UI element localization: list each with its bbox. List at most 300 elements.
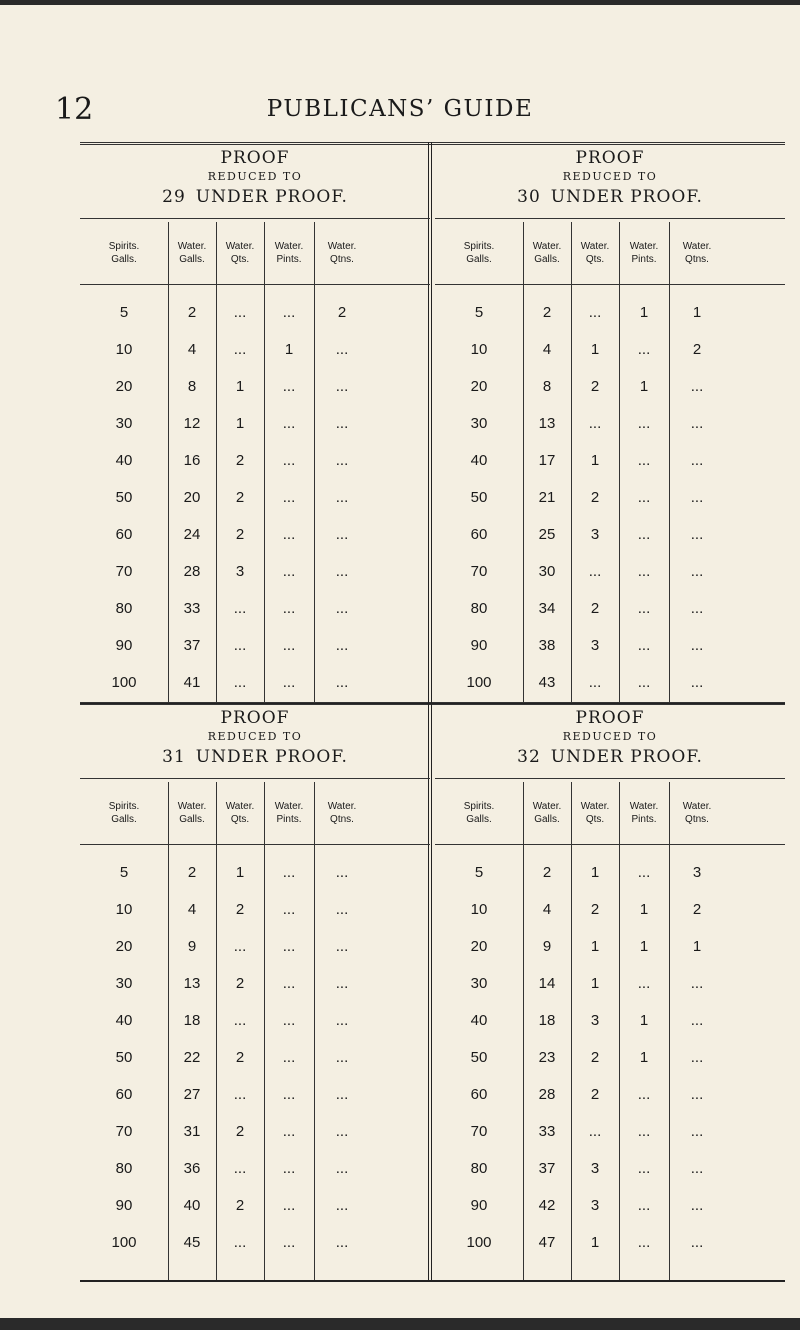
proof-table xyxy=(435,142,785,704)
water-cell: 2 xyxy=(590,901,600,918)
spirits-cell: 40 xyxy=(115,452,133,469)
water-cell: ... xyxy=(690,637,704,654)
water-cell: 2 xyxy=(542,864,552,881)
water-cell: ... xyxy=(690,378,704,395)
table-heading xyxy=(435,708,785,778)
water-cell: 21 xyxy=(538,489,556,506)
water-cell: ... xyxy=(335,1049,349,1066)
water-cell: 17 xyxy=(538,452,556,469)
water-cell: ... xyxy=(588,304,602,321)
spirits-cell: 80 xyxy=(470,600,488,617)
water-cell: ... xyxy=(282,1197,296,1214)
water-cell: ... xyxy=(335,563,349,580)
heading-number: 29 xyxy=(162,187,186,207)
water-cell: ... xyxy=(690,1160,704,1177)
column-header xyxy=(435,782,523,844)
water-cell: 9 xyxy=(542,938,552,955)
water-cell: ... xyxy=(690,489,704,506)
water-cell: 2 xyxy=(590,489,600,506)
water-cell: 1 xyxy=(590,864,600,881)
column-header xyxy=(435,222,523,284)
water-cell: 42 xyxy=(538,1197,556,1214)
water-cell: ... xyxy=(282,1012,296,1029)
heading-proof: PROOF xyxy=(575,708,645,728)
spirits-cell: 60 xyxy=(115,1086,133,1103)
water-cell: ... xyxy=(233,1086,247,1103)
column-header-line1: Water. xyxy=(682,801,712,812)
water-cell: 14 xyxy=(538,975,556,992)
column-header-line2: Galls. xyxy=(534,814,560,825)
water-cell: 8 xyxy=(187,378,197,395)
water-cell: ... xyxy=(588,563,602,580)
water-cell: 22 xyxy=(183,1049,201,1066)
water-cell: ... xyxy=(233,938,247,955)
water-cell: 1 xyxy=(590,341,600,358)
water-cell: ... xyxy=(282,526,296,543)
water-cell: 41 xyxy=(183,674,201,691)
spirits-cell: 5 xyxy=(119,864,129,881)
water-cell: 37 xyxy=(538,1160,556,1177)
column-header-line2: Pints. xyxy=(276,814,302,825)
spirits-cell: 5 xyxy=(474,304,484,321)
water-cell: 2 xyxy=(692,901,702,918)
water-cell: ... xyxy=(335,452,349,469)
water-cell: 3 xyxy=(590,1197,600,1214)
water-cell: ... xyxy=(282,1234,296,1251)
spirits-cell: 70 xyxy=(115,1123,133,1140)
spirits-cell: 90 xyxy=(115,1197,133,1214)
column-header-line1: Spirits. xyxy=(463,241,495,252)
column-header-line1: Water. xyxy=(580,801,610,812)
water-cell: 2 xyxy=(187,304,197,321)
column-header-line2: Galls. xyxy=(111,814,137,825)
water-cell: ... xyxy=(335,938,349,955)
water-cell: ... xyxy=(690,452,704,469)
spirits-cell: 5 xyxy=(119,304,129,321)
water-cell: 25 xyxy=(538,526,556,543)
spirits-cell: 90 xyxy=(115,637,133,654)
table-body xyxy=(80,284,430,704)
spirits-cell: 30 xyxy=(470,975,488,992)
water-cell: ... xyxy=(637,864,651,881)
water-cell: ... xyxy=(335,1086,349,1103)
spirits-cell: 80 xyxy=(470,1160,488,1177)
water-cell: ... xyxy=(335,674,349,691)
water-cell: ... xyxy=(335,378,349,395)
proof-table xyxy=(435,702,785,1282)
water-cell: ... xyxy=(282,1086,296,1103)
column-header-line1: Water. xyxy=(629,241,659,252)
water-cell: ... xyxy=(335,864,349,881)
water-cell: ... xyxy=(282,1123,296,1140)
spirits-cell: 50 xyxy=(470,1049,488,1066)
heading-under-text: UNDER PROOF. xyxy=(550,187,703,207)
water-cell: ... xyxy=(335,1234,349,1251)
spirits-cell: 100 xyxy=(466,674,492,691)
spirits-cell: 100 xyxy=(111,1234,137,1251)
water-cell: 2 xyxy=(337,304,347,321)
water-cell: ... xyxy=(282,304,296,321)
column-header-line2: Qtns. xyxy=(330,814,354,825)
water-cell: 2 xyxy=(235,901,245,918)
water-cell: ... xyxy=(233,1234,247,1251)
water-cell: 2 xyxy=(692,341,702,358)
spirits-cell: 40 xyxy=(470,1012,488,1029)
water-cell: 37 xyxy=(183,637,201,654)
column-header xyxy=(523,782,571,844)
water-cell: 2 xyxy=(590,600,600,617)
water-cell: ... xyxy=(282,600,296,617)
water-cell: ... xyxy=(233,674,247,691)
water-cell: 2 xyxy=(590,1049,600,1066)
spirits-cell: 30 xyxy=(115,415,133,432)
water-cell: 1 xyxy=(590,975,600,992)
water-cell: ... xyxy=(690,1234,704,1251)
water-cell: 9 xyxy=(187,938,197,955)
water-cell: 4 xyxy=(187,341,197,358)
water-cell: 24 xyxy=(183,526,201,543)
water-cell: 1 xyxy=(235,378,245,395)
spirits-cell: 50 xyxy=(470,489,488,506)
water-cell: ... xyxy=(335,1160,349,1177)
water-cell: 13 xyxy=(538,415,556,432)
spirits-cell: 20 xyxy=(470,378,488,395)
column-header xyxy=(314,222,370,284)
water-cell: ... xyxy=(335,901,349,918)
heading-under-text: UNDER PROOF. xyxy=(195,187,348,207)
column-header xyxy=(216,222,264,284)
water-cell: 34 xyxy=(538,600,556,617)
water-cell: ... xyxy=(335,637,349,654)
water-cell: ... xyxy=(282,938,296,955)
heading-rule xyxy=(435,218,785,219)
water-cell: 2 xyxy=(235,452,245,469)
bottom-rule xyxy=(80,1280,785,1282)
water-cell: ... xyxy=(588,1123,602,1140)
water-cell: ... xyxy=(282,1160,296,1177)
heading-number: 32 xyxy=(517,747,541,767)
heading-number: 31 xyxy=(162,747,186,767)
water-cell: 28 xyxy=(183,563,201,580)
water-cell: 2 xyxy=(235,489,245,506)
water-cell: ... xyxy=(690,1086,704,1103)
water-cell: 3 xyxy=(235,563,245,580)
water-cell: 38 xyxy=(538,637,556,654)
water-cell: ... xyxy=(233,637,247,654)
water-cell: ... xyxy=(233,304,247,321)
column-header-line1: Water. xyxy=(177,241,207,252)
spirits-cell: 70 xyxy=(470,1123,488,1140)
water-cell: ... xyxy=(637,674,651,691)
column-headers xyxy=(80,782,430,844)
water-cell: 1 xyxy=(639,938,649,955)
spirits-cell: 90 xyxy=(470,1197,488,1214)
heading-under-text: UNDER PROOF. xyxy=(195,747,348,767)
spirits-cell: 10 xyxy=(470,341,488,358)
column-header xyxy=(571,222,619,284)
spirits-cell: 50 xyxy=(115,489,133,506)
spirits-cell: 5 xyxy=(474,864,484,881)
column-header-line1: Water. xyxy=(225,801,255,812)
column-header-line1: Water. xyxy=(225,241,255,252)
water-cell: 40 xyxy=(183,1197,201,1214)
heading-under xyxy=(80,186,430,208)
column-header xyxy=(168,222,216,284)
water-cell: 1 xyxy=(639,304,649,321)
spirits-cell: 40 xyxy=(470,452,488,469)
water-cell: 3 xyxy=(590,637,600,654)
water-cell: ... xyxy=(690,415,704,432)
water-cell: ... xyxy=(335,489,349,506)
heading-proof: PROOF xyxy=(575,148,645,168)
water-cell: ... xyxy=(233,1012,247,1029)
water-cell: 28 xyxy=(538,1086,556,1103)
table-heading xyxy=(80,708,430,778)
heading-reduced: REDUCED TO xyxy=(207,170,303,183)
column-header-line1: Water. xyxy=(327,241,357,252)
water-cell: ... xyxy=(282,674,296,691)
table-block-lower xyxy=(80,702,785,1282)
spirits-cell: 100 xyxy=(466,1234,492,1251)
water-cell: ... xyxy=(282,378,296,395)
proof-table xyxy=(80,702,430,1282)
water-cell: 23 xyxy=(538,1049,556,1066)
spirits-cell: 30 xyxy=(470,415,488,432)
water-cell: ... xyxy=(233,341,247,358)
column-header-line1: Water. xyxy=(274,241,304,252)
table-block-upper xyxy=(80,142,785,704)
water-cell: ... xyxy=(690,975,704,992)
spirits-cell: 20 xyxy=(470,938,488,955)
column-header-line2: Galls. xyxy=(466,814,492,825)
water-cell: 33 xyxy=(538,1123,556,1140)
spirits-cell: 60 xyxy=(470,1086,488,1103)
water-cell: 8 xyxy=(542,378,552,395)
heading-rule xyxy=(435,778,785,779)
column-headers xyxy=(80,222,430,284)
column-headers xyxy=(435,782,785,844)
water-cell: 3 xyxy=(692,864,702,881)
column-header-line1: Spirits. xyxy=(108,241,140,252)
water-cell: ... xyxy=(233,600,247,617)
water-cell: ... xyxy=(637,1086,651,1103)
spirits-cell: 40 xyxy=(115,1012,133,1029)
water-cell: 1 xyxy=(692,304,702,321)
column-header xyxy=(619,782,669,844)
water-cell: 2 xyxy=(590,378,600,395)
spirits-cell: 60 xyxy=(115,526,133,543)
column-header-line1: Spirits. xyxy=(108,801,140,812)
bottom-edge-bar xyxy=(0,1318,800,1330)
water-cell: ... xyxy=(690,1197,704,1214)
water-cell: 30 xyxy=(538,563,556,580)
water-cell: 3 xyxy=(590,1012,600,1029)
water-cell: 2 xyxy=(187,864,197,881)
column-header-line2: Qtns. xyxy=(685,814,709,825)
column-header-line2: Galls. xyxy=(111,254,137,265)
spirits-cell: 30 xyxy=(115,975,133,992)
water-cell: ... xyxy=(282,1049,296,1066)
column-header xyxy=(669,222,725,284)
water-cell: ... xyxy=(588,674,602,691)
table-body xyxy=(80,844,430,1282)
water-cell: ... xyxy=(282,489,296,506)
column-header-line1: Water. xyxy=(177,801,207,812)
water-cell: 31 xyxy=(183,1123,201,1140)
spirits-cell: 20 xyxy=(115,938,133,955)
table-body xyxy=(435,284,785,704)
column-header-line1: Water. xyxy=(629,801,659,812)
water-cell: 1 xyxy=(590,452,600,469)
water-cell: 2 xyxy=(235,526,245,543)
column-header-line2: Galls. xyxy=(179,254,205,265)
spirits-cell: 80 xyxy=(115,600,133,617)
spirits-cell: 70 xyxy=(470,563,488,580)
water-cell: ... xyxy=(637,600,651,617)
water-cell: ... xyxy=(637,1160,651,1177)
column-headers xyxy=(435,222,785,284)
water-cell: 33 xyxy=(183,600,201,617)
heading-reduced: REDUCED TO xyxy=(562,730,658,743)
column-header xyxy=(669,782,725,844)
column-header-line1: Water. xyxy=(327,801,357,812)
water-cell: ... xyxy=(335,1197,349,1214)
spirits-cell: 10 xyxy=(470,901,488,918)
page-header xyxy=(0,92,800,132)
water-cell: 36 xyxy=(183,1160,201,1177)
water-cell: 47 xyxy=(538,1234,556,1251)
column-header xyxy=(264,222,314,284)
table-heading xyxy=(435,148,785,218)
water-cell: 1 xyxy=(692,938,702,955)
water-cell: ... xyxy=(690,674,704,691)
column-header xyxy=(216,782,264,844)
heading-under xyxy=(435,186,785,208)
water-cell: ... xyxy=(637,975,651,992)
column-header-line2: Qts. xyxy=(230,254,250,265)
proof-table xyxy=(80,142,430,704)
water-cell: 3 xyxy=(590,1160,600,1177)
column-header-line2: Pints. xyxy=(631,254,657,265)
water-cell: ... xyxy=(282,563,296,580)
water-cell: 1 xyxy=(639,901,649,918)
heading-rule xyxy=(80,218,430,219)
column-header-line1: Water. xyxy=(274,801,304,812)
table-body xyxy=(435,844,785,1282)
column-header xyxy=(264,782,314,844)
running-title: PUBLICANS’ GUIDE xyxy=(266,96,534,122)
water-cell: ... xyxy=(335,1123,349,1140)
water-cell: ... xyxy=(637,1123,651,1140)
spirits-cell: 20 xyxy=(115,378,133,395)
water-cell: 2 xyxy=(235,1197,245,1214)
column-header xyxy=(571,782,619,844)
water-cell: 12 xyxy=(183,415,201,432)
column-header-line1: Water. xyxy=(682,241,712,252)
spirits-cell: 70 xyxy=(115,563,133,580)
water-cell: ... xyxy=(282,415,296,432)
heading-proof: PROOF xyxy=(220,148,290,168)
water-cell: ... xyxy=(690,563,704,580)
water-cell: 27 xyxy=(183,1086,201,1103)
water-cell: ... xyxy=(690,1012,704,1029)
water-cell: 1 xyxy=(235,415,245,432)
column-header-line2: Pints. xyxy=(276,254,302,265)
water-cell: 1 xyxy=(590,1234,600,1251)
water-cell: ... xyxy=(690,600,704,617)
water-cell: 13 xyxy=(183,975,201,992)
heading-rule xyxy=(80,778,430,779)
column-header-line2: Galls. xyxy=(534,254,560,265)
water-cell: 1 xyxy=(639,1049,649,1066)
water-cell: 1 xyxy=(639,378,649,395)
water-cell: 1 xyxy=(639,1012,649,1029)
table-heading xyxy=(80,148,430,218)
water-cell: ... xyxy=(282,864,296,881)
water-cell: 2 xyxy=(542,304,552,321)
column-header-line2: Galls. xyxy=(179,814,205,825)
column-header xyxy=(523,222,571,284)
water-cell: ... xyxy=(233,1160,247,1177)
heading-proof: PROOF xyxy=(220,708,290,728)
water-cell: ... xyxy=(335,1012,349,1029)
water-cell: 1 xyxy=(235,864,245,881)
water-cell: 2 xyxy=(235,975,245,992)
column-header xyxy=(619,222,669,284)
water-cell: 2 xyxy=(235,1123,245,1140)
water-cell: ... xyxy=(282,975,296,992)
column-header-line1: Spirits. xyxy=(463,801,495,812)
water-cell: ... xyxy=(637,489,651,506)
water-cell: ... xyxy=(335,975,349,992)
water-cell: ... xyxy=(637,415,651,432)
water-cell: ... xyxy=(637,341,651,358)
water-cell: ... xyxy=(282,637,296,654)
column-header-line2: Qtns. xyxy=(330,254,354,265)
column-header-line1: Water. xyxy=(532,801,562,812)
water-cell: ... xyxy=(690,1123,704,1140)
water-cell: 1 xyxy=(284,341,294,358)
water-cell: 16 xyxy=(183,452,201,469)
column-header xyxy=(80,222,168,284)
column-header-line2: Galls. xyxy=(466,254,492,265)
water-cell: ... xyxy=(282,901,296,918)
water-cell: ... xyxy=(335,600,349,617)
water-cell: ... xyxy=(335,415,349,432)
water-cell: 2 xyxy=(590,1086,600,1103)
water-cell: ... xyxy=(690,1049,704,1066)
water-cell: ... xyxy=(588,415,602,432)
heading-under xyxy=(435,746,785,768)
spirits-cell: 80 xyxy=(115,1160,133,1177)
column-header-line2: Qts. xyxy=(585,814,605,825)
water-cell: 4 xyxy=(542,341,552,358)
heading-number: 30 xyxy=(517,187,541,207)
water-cell: ... xyxy=(282,452,296,469)
water-cell: 4 xyxy=(542,901,552,918)
heading-reduced: REDUCED TO xyxy=(207,730,303,743)
heading-under-text: UNDER PROOF. xyxy=(550,747,703,767)
water-cell: 18 xyxy=(538,1012,556,1029)
column-header-line2: Qts. xyxy=(230,814,250,825)
water-cell: 1 xyxy=(590,938,600,955)
water-cell: 43 xyxy=(538,674,556,691)
water-cell: ... xyxy=(637,452,651,469)
water-cell: 4 xyxy=(187,901,197,918)
water-cell: ... xyxy=(690,526,704,543)
water-cell: ... xyxy=(637,1234,651,1251)
water-cell: ... xyxy=(637,1197,651,1214)
